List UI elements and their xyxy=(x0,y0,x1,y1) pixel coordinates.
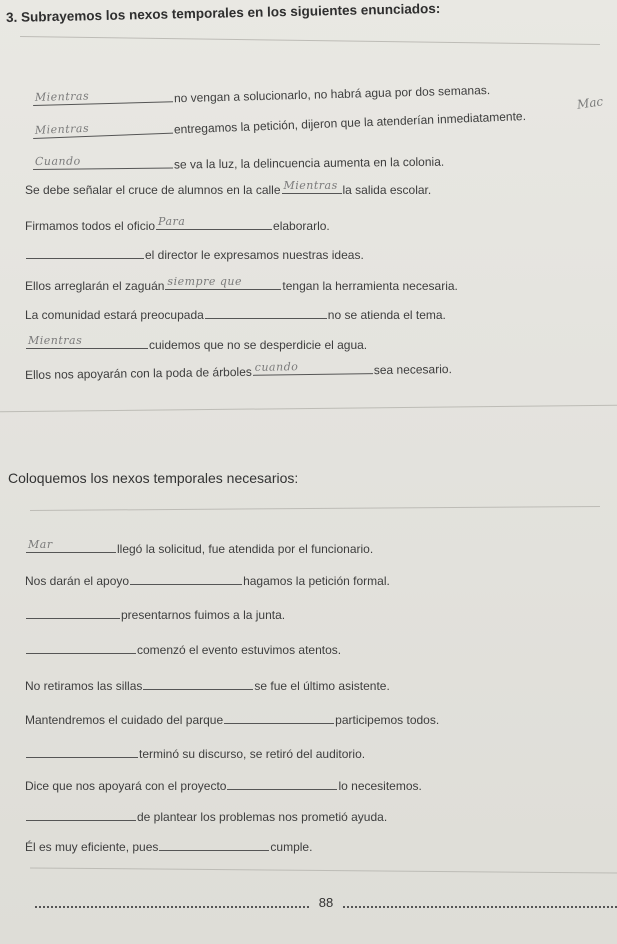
divider xyxy=(20,36,600,45)
handwritten-answer: Mientras xyxy=(34,121,90,137)
answer-blank[interactable] xyxy=(26,808,136,821)
answer-blank[interactable] xyxy=(26,336,148,349)
answer-blank[interactable] xyxy=(227,777,337,790)
sentence-row xyxy=(32,107,526,142)
sentence-row xyxy=(25,606,285,622)
sentence-text-start: Ellos nos apoyarán con la poda de árboles xyxy=(24,364,252,382)
sentence-row xyxy=(25,336,367,352)
sentence-row xyxy=(25,277,458,293)
sentence-text-start: Dice que nos apoyará con el proyecto xyxy=(25,779,227,793)
sentence-text-start: La comunidad estará preocupada xyxy=(25,308,204,322)
answer-blank[interactable] xyxy=(143,677,253,690)
page-number: 88 xyxy=(318,895,334,910)
sentence-text-start: Mantendremos el cuidado del parque xyxy=(25,713,224,727)
handwritten-answer: Mar xyxy=(28,538,53,551)
sentence-row xyxy=(25,246,364,262)
sentence-row xyxy=(25,838,312,854)
sentence-text-end: tengan la herramienta necesaria. xyxy=(282,279,458,293)
sentence-text-end: comenzó el evento estuvimos atentos. xyxy=(137,643,342,657)
exercise-3-title: 3. Subrayemos los nexos temporales en los siguientes enunciados: xyxy=(5,0,441,25)
sentence-text-end: llegó la solicitud, fue atendida por el funcionario. xyxy=(117,542,374,556)
answer-blank[interactable] xyxy=(33,121,173,139)
exercise-4-title: Coloquemos los nexos temporales necesarios: xyxy=(8,470,299,486)
answer-blank[interactable] xyxy=(33,156,173,170)
answer-blank[interactable] xyxy=(165,277,281,290)
sentence-row xyxy=(32,81,490,109)
sentence-row xyxy=(25,711,439,727)
sentence-row xyxy=(25,808,387,824)
sentence-text-end: de plantear los problemas nos prometió ayuda. xyxy=(137,810,388,824)
handwritten-answer: Mientras xyxy=(34,89,90,104)
sentence-text-end: cumple. xyxy=(270,840,313,854)
answer-blank[interactable] xyxy=(130,572,242,585)
answer-blank[interactable] xyxy=(26,246,144,259)
sentence-row xyxy=(32,153,444,173)
answer-blank[interactable] xyxy=(156,217,272,230)
divider xyxy=(0,405,617,412)
divider xyxy=(30,867,617,873)
sentence-text-end: terminó su discurso, se retiró del auditorio. xyxy=(139,747,366,761)
answer-blank[interactable] xyxy=(253,361,373,376)
sentence-text-end: no vengan a solucionarlo, no habrá agua por dos semanas. xyxy=(173,83,491,106)
sentence-text-start: Él es muy eficiente, pues xyxy=(25,840,159,854)
sentence-row xyxy=(25,217,330,233)
sentence-row xyxy=(25,540,373,556)
sentence-text-end: cuidemos que no se desperdicie el agua. xyxy=(149,338,368,352)
divider xyxy=(30,506,600,511)
page-footer xyxy=(0,895,617,910)
sentence-text-end: la salida escolar. xyxy=(342,183,432,197)
sentence-row xyxy=(25,572,390,588)
answer-blank[interactable] xyxy=(224,711,334,724)
sentence-row xyxy=(25,777,422,793)
sentence-text-start: Ellos arreglarán el zaguán xyxy=(25,279,165,293)
sentence-text-end: lo necesitemos. xyxy=(338,779,422,793)
handwritten-answer: Mientras xyxy=(283,179,338,192)
answer-blank[interactable] xyxy=(26,606,120,619)
sentence-text-start: Firmamos todos el oficio xyxy=(25,219,156,233)
sentence-row xyxy=(25,745,365,761)
sentence-text-start: No retiramos las sillas xyxy=(25,679,143,693)
handwritten-answer: Cuando xyxy=(34,154,81,168)
handwritten-answer: Mientras xyxy=(28,334,83,347)
sentence-row xyxy=(25,641,341,657)
answer-blank[interactable] xyxy=(26,540,116,553)
dotted-leader xyxy=(35,906,309,908)
sentence-text-end: elaborarlo. xyxy=(273,219,330,233)
handwritten-answer: Para xyxy=(158,215,186,228)
dotted-leader xyxy=(343,906,617,908)
sentence-text-end: se va la luz, la delincuencia aumenta en la colonia. xyxy=(173,154,445,172)
sentence-text-end: sea necesario. xyxy=(373,362,452,378)
sentence-row xyxy=(25,360,452,382)
answer-blank[interactable] xyxy=(26,641,136,654)
answer-blank[interactable] xyxy=(205,306,327,319)
sentence-row xyxy=(25,181,431,197)
sentence-text-end: participemos todos. xyxy=(335,713,440,727)
sentence-text-end: entregamos la petición, dijeron que la atenderían inmediatamente. xyxy=(173,109,527,137)
sentence-text-start: Nos darán el apoyo xyxy=(25,574,130,588)
sentence-text-start: Se debe señalar el cruce de alumnos en la calle xyxy=(25,183,281,197)
handwritten-margin-note: Mac xyxy=(575,94,604,112)
answer-blank[interactable] xyxy=(282,181,342,194)
answer-blank[interactable] xyxy=(26,745,138,758)
answer-blank[interactable] xyxy=(159,838,269,851)
sentence-text-end: el director le expresamos nuestras ideas. xyxy=(145,248,364,262)
sentence-text-end: se fue el último asistente. xyxy=(254,679,390,693)
sentence-row xyxy=(25,306,446,322)
handwritten-answer: siempre que xyxy=(167,275,242,288)
sentence-text-end: hagamos la petición formal. xyxy=(243,574,390,588)
sentence-text-end: presentarnos fuimos a la junta. xyxy=(121,608,286,622)
sentence-row xyxy=(25,677,390,693)
answer-blank[interactable] xyxy=(33,89,173,106)
sentence-text-end: no se atienda el tema. xyxy=(327,308,446,322)
handwritten-answer: cuando xyxy=(254,360,299,374)
